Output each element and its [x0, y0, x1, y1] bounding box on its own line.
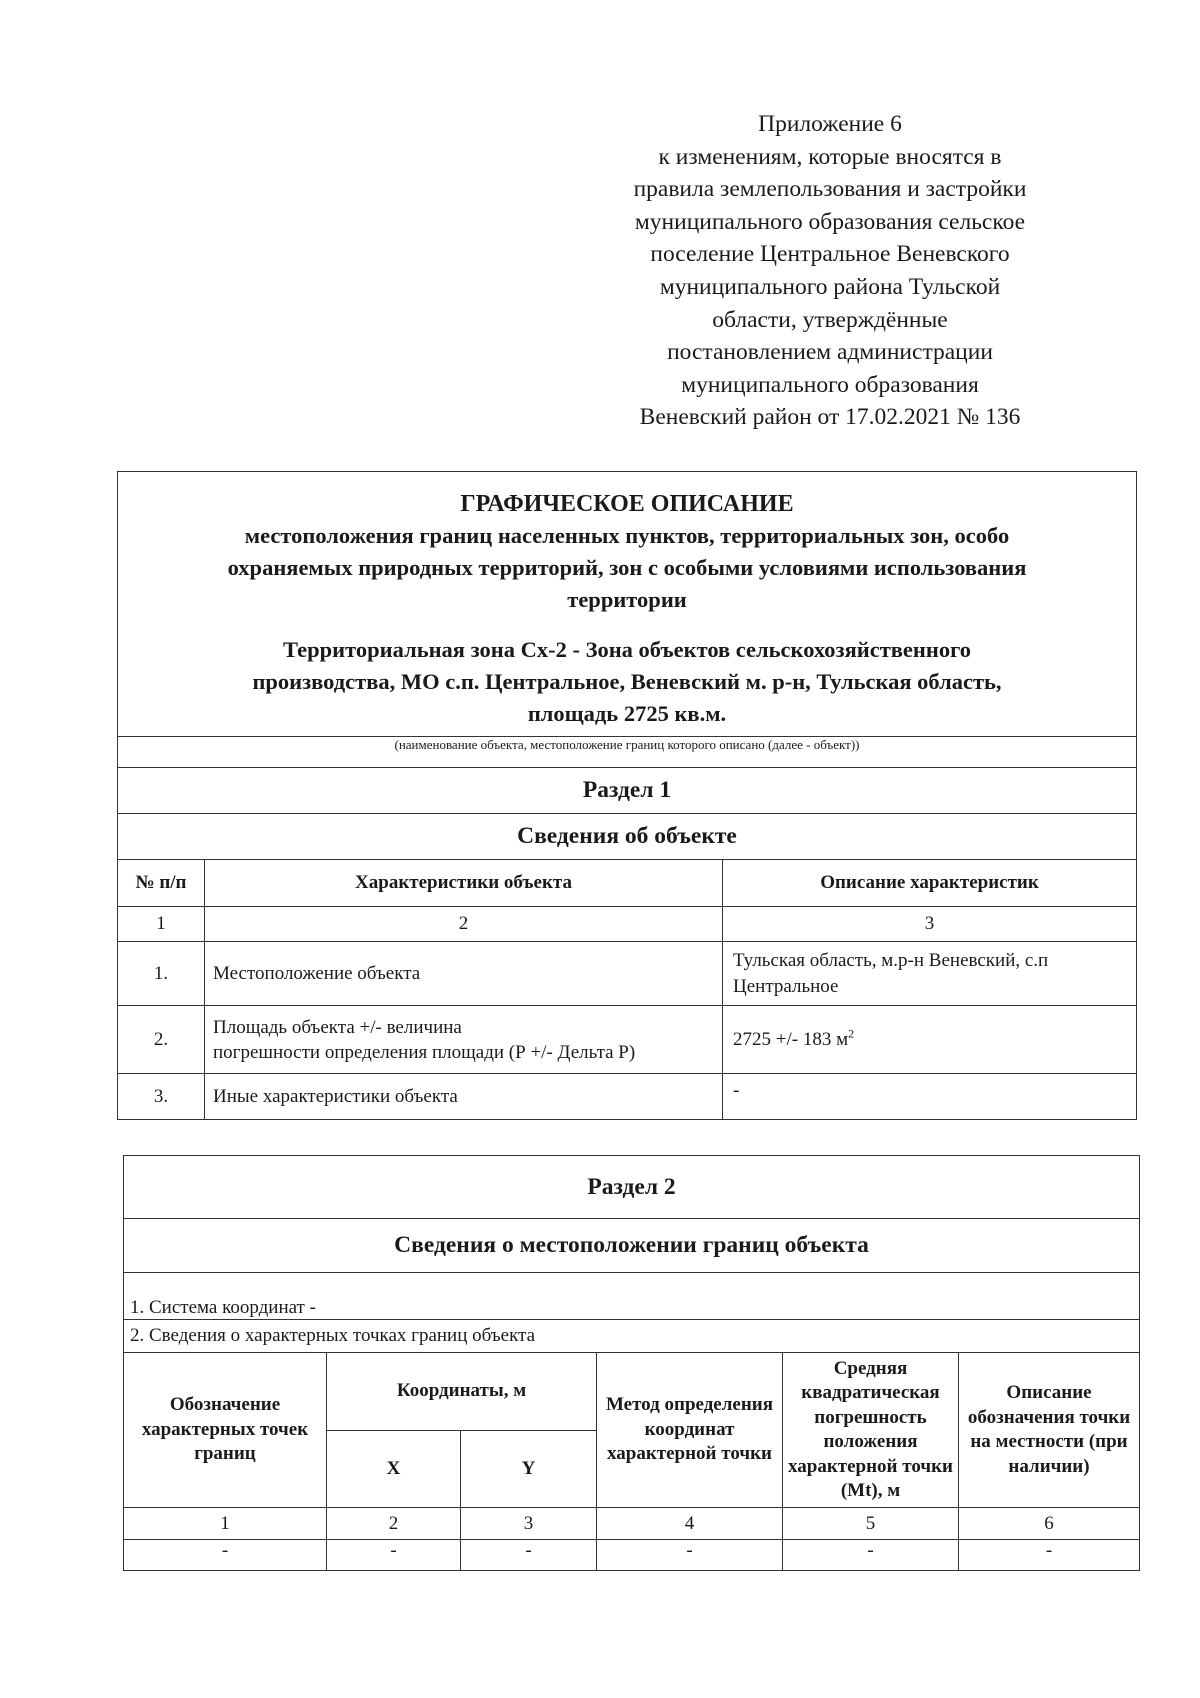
column-header-location-description: Описание обозначения точки на местности (при наличии) [959, 1353, 1140, 1508]
zone-line: производства, МО с.п. Центральное, Веневский м. р-н, Тульская область, [252, 669, 1002, 694]
column-header-y: Y [461, 1431, 597, 1508]
table-row [118, 942, 1137, 1006]
column-number: 5 [783, 1508, 959, 1540]
column-number: 2 [205, 907, 723, 942]
method-cell: - [597, 1540, 783, 1571]
zone-line: площадь 2725 кв.м. [527, 701, 727, 726]
zone-line: Территориальная зона Сх-2 - Зона объектов сельскохозяйственного [283, 637, 971, 662]
section2-table [123, 1155, 1140, 1571]
subtitle-line: территории [567, 587, 687, 612]
subtitle-line: охраняемых природных территорий, зон с особыми условиями использования [227, 555, 1027, 580]
characteristic-line: Площадь объекта +/- величина [213, 1016, 462, 1038]
column-header-coordinates: Координаты, м [327, 1353, 597, 1431]
point-cell: - [124, 1540, 327, 1571]
column-header-error: Средняя квадратическая погрешность положения характерной точки (Mt), м [783, 1353, 959, 1508]
document-header [118, 472, 1137, 737]
characteristic-line: погрешности определения площади (Р +/- Дельта Р) [213, 1041, 636, 1063]
object-note: (наименование объекта, местоположение границ которого описано (далее - объект)) [118, 737, 1137, 768]
row-number: 3. [118, 1074, 205, 1120]
section1-label: Раздел 1 [118, 768, 1137, 814]
appendix-line: поселение Центральное Веневского [650, 241, 1010, 268]
appendix-line: области, утверждённые [712, 306, 948, 333]
appendix-line: муниципального района Тульской [659, 273, 1001, 300]
column-number: 3 [461, 1508, 597, 1540]
row-number: 1. [118, 942, 205, 1006]
appendix-line: муниципального образования сельское [634, 208, 1026, 235]
area-unit-superscript: 2 [848, 1026, 855, 1041]
appendix-line: постановлением администрации [667, 339, 993, 366]
column-number: 2 [327, 1508, 461, 1540]
appendix-line: Приложение 6 [758, 111, 902, 137]
description-cell: - [959, 1540, 1140, 1571]
row-value: - [723, 1074, 1137, 1120]
section2-label: Раздел 2 [124, 1156, 1140, 1219]
row-value: Тульская область, м.р-н Веневский, с.п Центральное [723, 942, 1137, 1006]
row-characteristic [205, 1006, 723, 1074]
row-value [723, 1006, 1137, 1074]
error-cell: - [783, 1540, 959, 1571]
document-title: ГРАФИЧЕСКОЕ ОПИСАНИЕ [460, 491, 794, 517]
column-number: 4 [597, 1508, 783, 1540]
appendix-line: правила землепользования и застройки [633, 176, 1027, 203]
column-header-number: № п/п [118, 860, 205, 907]
table-row [124, 1540, 1140, 1571]
column-number: 1 [118, 907, 205, 942]
zone-description [118, 634, 1136, 730]
column-number: 3 [723, 907, 1137, 942]
section2-title: Сведения о местоположении границ объекта [124, 1219, 1140, 1273]
column-header-characteristic: Характеристики объекта [205, 860, 723, 907]
column-header-point: Обозначение характерных точек границ [124, 1353, 327, 1508]
column-header-description: Описание характеристик [723, 860, 1137, 907]
area-value: 2725 +/- 183 м [733, 1028, 849, 1050]
column-header-x: X [327, 1431, 461, 1508]
appendix-line: муниципального образования [681, 371, 979, 398]
row-characteristic: Иные характеристики объекта [205, 1074, 723, 1120]
x-cell: - [327, 1540, 461, 1571]
y-cell: - [461, 1540, 597, 1571]
appendix-line: Веневский район от 17.02.2021 № 136 [639, 404, 1021, 431]
document-subtitle [118, 520, 1136, 616]
appendix-line: к изменениям, которые вносятся в [658, 143, 1002, 170]
points-info: 2. Сведения о характерных точках границ объекта [124, 1320, 1140, 1353]
column-header-method: Метод определения координат характерной точки [597, 1353, 783, 1508]
table-row [118, 1006, 1137, 1074]
appendix-note [560, 108, 1100, 434]
section1-title: Сведения об объекте [118, 814, 1137, 860]
subtitle-line: местоположения границ населенных пунктов, территориальных зон, особо [244, 523, 1010, 548]
table-row [118, 1074, 1137, 1120]
coordinate-system: 1. Система координат - [124, 1273, 1140, 1320]
column-number: 1 [124, 1508, 327, 1540]
row-characteristic: Местоположение объекта [205, 942, 723, 1006]
column-number: 6 [959, 1508, 1140, 1540]
row-number: 2. [118, 1006, 205, 1074]
section1-table [117, 471, 1137, 1120]
